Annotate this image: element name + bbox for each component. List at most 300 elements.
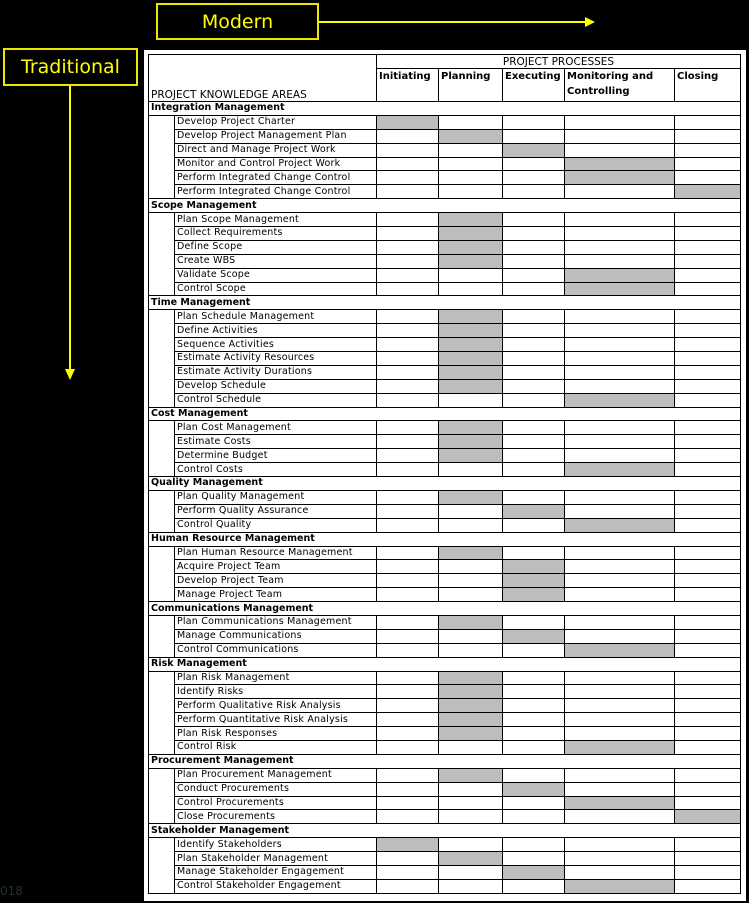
empty-cell bbox=[675, 435, 741, 449]
empty-cell bbox=[377, 129, 439, 143]
empty-cell bbox=[503, 115, 565, 129]
empty-cell bbox=[503, 796, 565, 810]
empty-cell bbox=[503, 157, 565, 171]
process-group-marker bbox=[503, 629, 565, 643]
process-name: Define Scope bbox=[175, 240, 377, 254]
empty-cell bbox=[377, 435, 439, 449]
process-group-marker bbox=[439, 449, 503, 463]
process-name: Estimate Activity Resources bbox=[175, 352, 377, 366]
empty-cell bbox=[377, 588, 439, 602]
indent-cell bbox=[149, 615, 175, 657]
empty-cell bbox=[503, 671, 565, 685]
empty-cell bbox=[377, 379, 439, 393]
process-row bbox=[149, 254, 741, 268]
empty-cell bbox=[675, 171, 741, 185]
process-group-marker bbox=[565, 157, 675, 171]
process-table bbox=[148, 54, 741, 894]
process-group-marker bbox=[439, 254, 503, 268]
process-name: Develop Project Management Plan bbox=[175, 129, 377, 143]
empty-cell bbox=[675, 518, 741, 532]
process-name: Control Quality bbox=[175, 518, 377, 532]
empty-cell bbox=[377, 449, 439, 463]
area-row bbox=[149, 657, 741, 671]
process-group-marker bbox=[439, 379, 503, 393]
indent-cell bbox=[149, 115, 175, 198]
process-row bbox=[149, 574, 741, 588]
process-name: Identify Stakeholders bbox=[175, 838, 377, 852]
process-group-marker bbox=[503, 574, 565, 588]
process-name: Direct and Manage Project Work bbox=[175, 143, 377, 157]
process-row bbox=[149, 185, 741, 199]
process-row bbox=[149, 490, 741, 504]
process-group-marker bbox=[439, 365, 503, 379]
empty-cell bbox=[565, 810, 675, 824]
process-row bbox=[149, 727, 741, 741]
empty-cell bbox=[439, 796, 503, 810]
empty-cell bbox=[675, 574, 741, 588]
empty-cell bbox=[503, 268, 565, 282]
empty-cell bbox=[503, 338, 565, 352]
empty-cell bbox=[565, 115, 675, 129]
process-row bbox=[149, 435, 741, 449]
empty-cell bbox=[377, 782, 439, 796]
process-name: Plan Quality Management bbox=[175, 490, 377, 504]
empty-cell bbox=[439, 115, 503, 129]
process-name: Control Scope bbox=[175, 282, 377, 296]
process-group-marker bbox=[565, 518, 675, 532]
empty-cell bbox=[503, 838, 565, 852]
process-name: Develop Project Charter bbox=[175, 115, 377, 129]
process-name: Sequence Activities bbox=[175, 338, 377, 352]
empty-cell bbox=[565, 685, 675, 699]
process-row bbox=[149, 463, 741, 477]
knowledge-area-title: Human Resource Management bbox=[149, 532, 741, 546]
process-group-marker bbox=[503, 782, 565, 796]
process-row bbox=[149, 768, 741, 782]
empty-cell bbox=[675, 421, 741, 435]
process-name: Monitor and Control Project Work bbox=[175, 157, 377, 171]
process-row bbox=[149, 324, 741, 338]
empty-cell bbox=[439, 810, 503, 824]
process-row bbox=[149, 393, 741, 407]
empty-cell bbox=[565, 588, 675, 602]
empty-cell bbox=[377, 518, 439, 532]
process-group-marker bbox=[439, 240, 503, 254]
process-row bbox=[149, 157, 741, 171]
empty-cell bbox=[565, 865, 675, 879]
process-group-marker bbox=[565, 740, 675, 754]
process-name: Define Activities bbox=[175, 324, 377, 338]
empty-cell bbox=[565, 629, 675, 643]
empty-cell bbox=[565, 185, 675, 199]
empty-cell bbox=[377, 227, 439, 241]
empty-cell bbox=[503, 352, 565, 366]
process-name: Perform Quality Assurance bbox=[175, 504, 377, 518]
indent-cell bbox=[149, 421, 175, 477]
process-groups-title: PROJECT PROCESSES bbox=[377, 55, 741, 69]
process-name: Plan Risk Management bbox=[175, 671, 377, 685]
empty-cell bbox=[503, 727, 565, 741]
empty-cell bbox=[675, 852, 741, 866]
process-name: Plan Cost Management bbox=[175, 421, 377, 435]
empty-cell bbox=[675, 157, 741, 171]
empty-cell bbox=[503, 435, 565, 449]
empty-cell bbox=[565, 449, 675, 463]
process-row bbox=[149, 699, 741, 713]
empty-cell bbox=[377, 268, 439, 282]
empty-cell bbox=[377, 352, 439, 366]
empty-cell bbox=[377, 365, 439, 379]
process-name: Plan Stakeholder Management bbox=[175, 852, 377, 866]
empty-cell bbox=[675, 740, 741, 754]
empty-cell bbox=[675, 338, 741, 352]
empty-cell bbox=[675, 310, 741, 324]
column-header-monitoring: Monitoring and Controlling bbox=[565, 69, 675, 102]
process-row bbox=[149, 379, 741, 393]
process-name: Plan Human Resource Management bbox=[175, 546, 377, 560]
process-group-marker bbox=[439, 727, 503, 741]
empty-cell bbox=[377, 615, 439, 629]
empty-cell bbox=[439, 740, 503, 754]
process-name: Control Risk bbox=[175, 740, 377, 754]
process-name: Control Schedule bbox=[175, 393, 377, 407]
empty-cell bbox=[565, 560, 675, 574]
column-header-planning: Planning bbox=[439, 69, 503, 102]
modern-label: Modern bbox=[156, 3, 319, 40]
process-group-marker bbox=[565, 268, 675, 282]
process-group-marker bbox=[503, 588, 565, 602]
empty-cell bbox=[503, 740, 565, 754]
empty-cell bbox=[675, 685, 741, 699]
column-header-closing: Closing bbox=[675, 69, 741, 102]
process-group-marker bbox=[439, 421, 503, 435]
empty-cell bbox=[565, 421, 675, 435]
process-row bbox=[149, 838, 741, 852]
process-group-marker bbox=[439, 435, 503, 449]
empty-cell bbox=[565, 254, 675, 268]
empty-cell bbox=[377, 157, 439, 171]
area-row bbox=[149, 407, 741, 421]
empty-cell bbox=[439, 268, 503, 282]
process-name: Close Procurements bbox=[175, 810, 377, 824]
empty-cell bbox=[439, 643, 503, 657]
process-row bbox=[149, 338, 741, 352]
empty-cell bbox=[565, 129, 675, 143]
process-row bbox=[149, 879, 741, 893]
empty-cell bbox=[675, 615, 741, 629]
area-row bbox=[149, 102, 741, 116]
process-row bbox=[149, 227, 741, 241]
empty-cell bbox=[503, 365, 565, 379]
empty-cell bbox=[439, 782, 503, 796]
empty-cell bbox=[439, 393, 503, 407]
process-group-marker bbox=[565, 463, 675, 477]
process-group-marker bbox=[439, 129, 503, 143]
empty-cell bbox=[377, 310, 439, 324]
empty-cell bbox=[565, 143, 675, 157]
empty-cell bbox=[377, 546, 439, 560]
empty-cell bbox=[439, 143, 503, 157]
process-group-marker bbox=[565, 643, 675, 657]
process-group-marker bbox=[439, 324, 503, 338]
process-group-marker bbox=[439, 227, 503, 241]
empty-cell bbox=[675, 546, 741, 560]
knowledge-area-title: Procurement Management bbox=[149, 754, 741, 768]
empty-cell bbox=[675, 213, 741, 227]
empty-cell bbox=[377, 143, 439, 157]
empty-cell bbox=[503, 227, 565, 241]
knowledge-area-title: Integration Management bbox=[149, 102, 741, 116]
process-group-marker bbox=[439, 713, 503, 727]
area-row bbox=[149, 199, 741, 213]
process-group-marker bbox=[439, 671, 503, 685]
process-row bbox=[149, 588, 741, 602]
empty-cell bbox=[675, 129, 741, 143]
process-group-marker bbox=[377, 115, 439, 129]
empty-cell bbox=[565, 213, 675, 227]
process-row bbox=[149, 546, 741, 560]
empty-cell bbox=[565, 365, 675, 379]
process-group-marker bbox=[675, 810, 741, 824]
empty-cell bbox=[503, 810, 565, 824]
process-name: Manage Stakeholder Engagement bbox=[175, 865, 377, 879]
empty-cell bbox=[377, 254, 439, 268]
empty-cell bbox=[377, 865, 439, 879]
empty-cell bbox=[675, 254, 741, 268]
process-name: Perform Quantitative Risk Analysis bbox=[175, 713, 377, 727]
empty-cell bbox=[503, 421, 565, 435]
process-group-marker bbox=[439, 352, 503, 366]
area-row bbox=[149, 824, 741, 838]
empty-cell bbox=[503, 768, 565, 782]
empty-cell bbox=[503, 240, 565, 254]
process-group-marker bbox=[675, 185, 741, 199]
empty-cell bbox=[675, 782, 741, 796]
empty-cell bbox=[565, 727, 675, 741]
empty-cell bbox=[565, 338, 675, 352]
process-group-marker bbox=[377, 838, 439, 852]
process-row bbox=[149, 143, 741, 157]
knowledge-area-title: Scope Management bbox=[149, 199, 741, 213]
empty-cell bbox=[675, 768, 741, 782]
empty-cell bbox=[503, 879, 565, 893]
empty-cell bbox=[503, 171, 565, 185]
empty-cell bbox=[675, 463, 741, 477]
empty-cell bbox=[675, 282, 741, 296]
modern-arrow bbox=[319, 14, 599, 30]
process-name: Perform Integrated Change Control bbox=[175, 185, 377, 199]
empty-cell bbox=[377, 685, 439, 699]
empty-cell bbox=[377, 185, 439, 199]
empty-cell bbox=[503, 713, 565, 727]
empty-cell bbox=[565, 671, 675, 685]
empty-cell bbox=[377, 324, 439, 338]
empty-cell bbox=[377, 699, 439, 713]
process-name: Manage Project Team bbox=[175, 588, 377, 602]
process-row bbox=[149, 740, 741, 754]
process-row bbox=[149, 671, 741, 685]
empty-cell bbox=[565, 310, 675, 324]
process-group-marker bbox=[565, 171, 675, 185]
process-name: Plan Scope Management bbox=[175, 213, 377, 227]
process-row bbox=[149, 810, 741, 824]
empty-cell bbox=[675, 352, 741, 366]
process-group-marker bbox=[503, 504, 565, 518]
process-name: Plan Schedule Management bbox=[175, 310, 377, 324]
process-group-marker bbox=[439, 768, 503, 782]
empty-cell bbox=[675, 727, 741, 741]
empty-cell bbox=[675, 643, 741, 657]
process-name: Control Communications bbox=[175, 643, 377, 657]
process-row bbox=[149, 713, 741, 727]
empty-cell bbox=[503, 379, 565, 393]
empty-cell bbox=[377, 490, 439, 504]
empty-cell bbox=[377, 768, 439, 782]
process-group-marker bbox=[439, 615, 503, 629]
empty-cell bbox=[377, 629, 439, 643]
process-row bbox=[149, 115, 741, 129]
empty-cell bbox=[377, 810, 439, 824]
process-row bbox=[149, 213, 741, 227]
empty-cell bbox=[503, 449, 565, 463]
empty-cell bbox=[377, 504, 439, 518]
area-row bbox=[149, 532, 741, 546]
process-name: Estimate Costs bbox=[175, 435, 377, 449]
empty-cell bbox=[439, 879, 503, 893]
empty-cell bbox=[503, 393, 565, 407]
indent-cell bbox=[149, 490, 175, 532]
empty-cell bbox=[565, 352, 675, 366]
empty-cell bbox=[503, 463, 565, 477]
process-name: Determine Budget bbox=[175, 449, 377, 463]
process-name: Perform Qualitative Risk Analysis bbox=[175, 699, 377, 713]
empty-cell bbox=[377, 421, 439, 435]
empty-cell bbox=[439, 171, 503, 185]
empty-cell bbox=[377, 727, 439, 741]
empty-cell bbox=[439, 588, 503, 602]
process-row bbox=[149, 365, 741, 379]
indent-cell bbox=[149, 310, 175, 407]
process-name: Manage Communications bbox=[175, 629, 377, 643]
empty-cell bbox=[565, 240, 675, 254]
empty-cell bbox=[439, 185, 503, 199]
empty-cell bbox=[565, 574, 675, 588]
empty-cell bbox=[377, 671, 439, 685]
indent-cell bbox=[149, 213, 175, 296]
indent-cell bbox=[149, 546, 175, 602]
empty-cell bbox=[503, 643, 565, 657]
traditional-arrow bbox=[62, 86, 78, 384]
empty-cell bbox=[377, 852, 439, 866]
process-row bbox=[149, 615, 741, 629]
process-group-marker bbox=[439, 490, 503, 504]
process-group-marker bbox=[439, 852, 503, 866]
process-name: Collect Requirements bbox=[175, 227, 377, 241]
process-name: Control Procurements bbox=[175, 796, 377, 810]
traditional-label: Traditional bbox=[3, 48, 138, 86]
process-group-marker bbox=[503, 865, 565, 879]
process-name: Develop Project Team bbox=[175, 574, 377, 588]
empty-cell bbox=[377, 879, 439, 893]
knowledge-area-title: Cost Management bbox=[149, 407, 741, 421]
empty-cell bbox=[439, 865, 503, 879]
empty-cell bbox=[503, 282, 565, 296]
empty-cell bbox=[439, 463, 503, 477]
process-row bbox=[149, 421, 741, 435]
area-row bbox=[149, 296, 741, 310]
process-group-marker bbox=[439, 699, 503, 713]
empty-cell bbox=[503, 310, 565, 324]
empty-cell bbox=[675, 838, 741, 852]
process-row bbox=[149, 171, 741, 185]
empty-cell bbox=[675, 504, 741, 518]
empty-cell bbox=[377, 171, 439, 185]
process-row bbox=[149, 129, 741, 143]
process-row bbox=[149, 518, 741, 532]
process-group-marker bbox=[439, 338, 503, 352]
empty-cell bbox=[503, 615, 565, 629]
empty-cell bbox=[503, 324, 565, 338]
empty-cell bbox=[565, 699, 675, 713]
empty-cell bbox=[565, 324, 675, 338]
empty-cell bbox=[377, 213, 439, 227]
process-row bbox=[149, 310, 741, 324]
empty-cell bbox=[439, 504, 503, 518]
process-row bbox=[149, 643, 741, 657]
empty-cell bbox=[675, 713, 741, 727]
empty-cell bbox=[439, 282, 503, 296]
area-row bbox=[149, 477, 741, 491]
process-group-marker bbox=[439, 310, 503, 324]
empty-cell bbox=[565, 435, 675, 449]
empty-cell bbox=[675, 588, 741, 602]
empty-cell bbox=[377, 796, 439, 810]
empty-cell bbox=[439, 560, 503, 574]
process-name: Control Stakeholder Engagement bbox=[175, 879, 377, 893]
empty-cell bbox=[503, 518, 565, 532]
empty-cell bbox=[675, 560, 741, 574]
empty-cell bbox=[565, 615, 675, 629]
empty-cell bbox=[565, 490, 675, 504]
empty-cell bbox=[565, 838, 675, 852]
knowledge-area-title: Time Management bbox=[149, 296, 741, 310]
empty-cell bbox=[675, 115, 741, 129]
empty-cell bbox=[565, 768, 675, 782]
process-name: Plan Communications Management bbox=[175, 615, 377, 629]
process-row bbox=[149, 282, 741, 296]
empty-cell bbox=[377, 338, 439, 352]
empty-cell bbox=[377, 240, 439, 254]
knowledge-area-title: Risk Management bbox=[149, 657, 741, 671]
empty-cell bbox=[565, 504, 675, 518]
process-row bbox=[149, 685, 741, 699]
empty-cell bbox=[565, 713, 675, 727]
area-row bbox=[149, 602, 741, 616]
process-row bbox=[149, 782, 741, 796]
empty-cell bbox=[565, 782, 675, 796]
empty-cell bbox=[503, 185, 565, 199]
empty-cell bbox=[675, 449, 741, 463]
process-row bbox=[149, 504, 741, 518]
empty-cell bbox=[377, 463, 439, 477]
empty-cell bbox=[675, 240, 741, 254]
empty-cell bbox=[377, 282, 439, 296]
process-group-marker bbox=[439, 546, 503, 560]
process-group-marker bbox=[503, 143, 565, 157]
empty-cell bbox=[439, 574, 503, 588]
empty-cell bbox=[675, 365, 741, 379]
empty-cell bbox=[675, 379, 741, 393]
